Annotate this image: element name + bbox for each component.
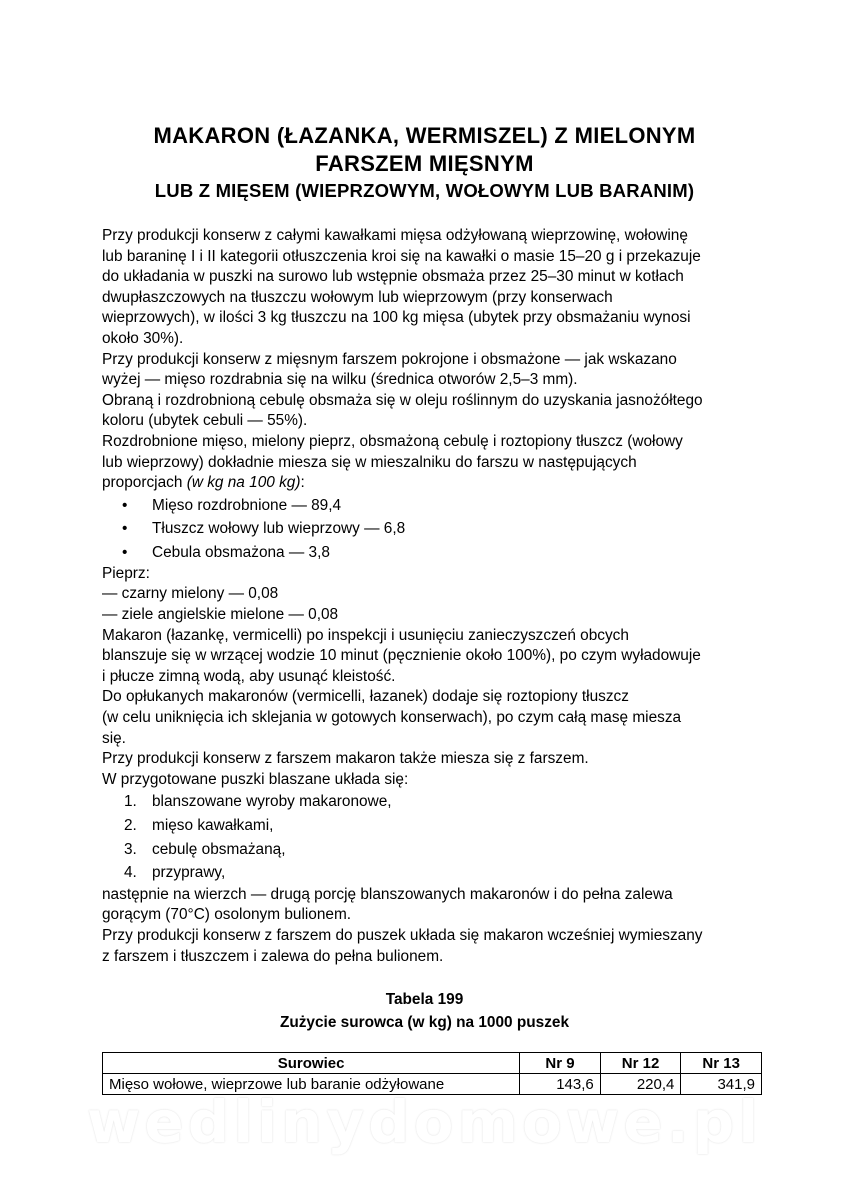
title-line-2: FARSZEM MIĘSNYM bbox=[315, 151, 534, 176]
list-item bbox=[102, 861, 762, 885]
proportions-list bbox=[102, 494, 762, 564]
list-number: 2. bbox=[124, 817, 137, 835]
list-item-text: Cebula obsmażona — 3,8 bbox=[152, 543, 330, 561]
table-cell: 220,4 bbox=[600, 1074, 681, 1095]
table-header-row bbox=[103, 1053, 762, 1074]
list-item-text: Mięso rozdrobnione — 89,4 bbox=[152, 496, 342, 514]
paragraph-stuffing-cans bbox=[102, 926, 762, 967]
bullet-icon: • bbox=[122, 496, 128, 514]
table-subcaption: Zużycie surowca (w kg) na 1000 puszek bbox=[279, 1014, 570, 1031]
list-item-text: blanszowane wyroby makaronowe, bbox=[152, 793, 392, 811]
text-line: lub baraninę I i II kategorii otłuszczenia kroi się na kawałki o masie 15–20 g i przekazuje bbox=[102, 247, 701, 265]
bullet-icon: • bbox=[122, 520, 128, 538]
text-line: (w celu uniknięcia ich sklejania w gotowych konserwach), po czym całą masę miesza bbox=[102, 709, 682, 727]
list-number: 1. bbox=[124, 793, 137, 811]
table-header-cell: Nr 9 bbox=[520, 1053, 601, 1074]
text-fragment: : bbox=[300, 474, 305, 492]
table-caption: Tabela 199 bbox=[385, 991, 464, 1008]
text-line: Do opłukanych makaronów (vermicelli, łazanek) dodaje się roztopiony tłuszcz bbox=[102, 688, 629, 706]
list-item-text: mięso kawałkami, bbox=[152, 817, 274, 835]
unit-note: (w kg na 100 kg) bbox=[186, 474, 301, 492]
text-line: Przy produkcji konserw z farszem do puszek układa się makaron wcześniej wymieszany bbox=[102, 926, 703, 944]
text-line: Przy produkcji konserw z mięsnym farszem pokrojone i obsmażone — jak wskazano bbox=[102, 350, 677, 368]
text-line bbox=[102, 473, 762, 494]
list-item bbox=[102, 814, 762, 838]
text-line: następnie na wierzch — drugą porcję blanszowanych makaronów i do pełna zalewa bbox=[102, 885, 673, 903]
text-line: Przy produkcji konserw z farszem makaron także miesza się z farszem. bbox=[102, 750, 589, 768]
list-item bbox=[102, 541, 762, 564]
table-header-cell: Nr 13 bbox=[681, 1053, 762, 1074]
watermark: wedlinydomowe.pl bbox=[86, 1088, 763, 1156]
paragraph-pepper bbox=[102, 564, 762, 626]
list-item bbox=[102, 838, 762, 862]
paragraph-meat-preparation bbox=[102, 226, 762, 350]
paragraph-pasta-blanching bbox=[102, 626, 762, 688]
paragraph-fat-addition bbox=[102, 687, 762, 749]
text-line: — ziele angielskie mielone — 0,08 bbox=[102, 606, 339, 624]
text-line: wieprzowych), w ilości 3 kg tłuszczu na 100 kg mięsa (ubytek przy obsmażaniu wynosi bbox=[102, 309, 691, 327]
list-number: 4. bbox=[124, 864, 137, 882]
text-line: W przygotowane puszki blaszane układa się: bbox=[102, 770, 409, 788]
text-line: gorącym (70°C) osolonym bulionem. bbox=[102, 906, 352, 924]
table-cell: 143,6 bbox=[520, 1074, 601, 1095]
table-header-cell: Nr 12 bbox=[600, 1053, 681, 1074]
paragraph-stuffing-mix bbox=[102, 432, 762, 494]
text-line: Przy produkcji konserw z całymi kawałkami mięsa odżyłowaną wieprzowinę, wołowinę bbox=[102, 227, 688, 244]
subtitle: LUB Z MIĘSEM (WIEPRZOWYM, WOŁOWYM LUB BARANIM) bbox=[154, 180, 695, 201]
list-number: 3. bbox=[124, 840, 137, 858]
filling-order-list bbox=[102, 790, 762, 884]
text-line: blanszuje się w wrzącej wodzie 10 minut (pęcznienie około 100%), po czym wyładowuje bbox=[102, 647, 701, 665]
text-line: i płucze zimną wodą, aby usunąć kleistość. bbox=[102, 667, 396, 685]
text-line: do układania w puszki na surowo lub wstępnie obsmaża przez 25–30 minut w kotłach bbox=[102, 268, 684, 286]
text-line: dwupłaszczowych na tłuszczu wołowym lub wieprzowym (przy konserwach bbox=[102, 288, 613, 306]
title-line-1: MAKARON (ŁAZANKA, WERMISZEL) Z MIELONYM bbox=[153, 123, 696, 148]
paragraph-onion bbox=[102, 391, 762, 432]
text-fragment: proporcjach bbox=[102, 474, 187, 492]
text-line: lub wieprzowy) dokładnie miesza się w mieszalniku do farszu w następujących bbox=[102, 453, 637, 471]
list-item-text: przyprawy, bbox=[152, 864, 226, 882]
text-line: się. bbox=[102, 729, 126, 747]
list-item-text: Tłuszcz wołowy lub wieprzowy — 6,8 bbox=[152, 520, 406, 538]
text-line: Rozdrobnione mięso, mielony pieprz, obsmażoną cebulę i roztopiony tłuszcz (wołowy bbox=[102, 432, 683, 450]
text-line: około 30%). bbox=[102, 329, 184, 347]
text-line: Pieprz: bbox=[102, 564, 150, 582]
paragraph-mincing bbox=[102, 350, 762, 391]
paragraph-can-filling bbox=[102, 770, 762, 791]
table-cell: 341,9 bbox=[681, 1074, 762, 1095]
list-item-text: cebulę obsmażaną, bbox=[152, 840, 286, 858]
text-line: koloru (ubytek cebuli — 55%). bbox=[102, 412, 308, 430]
recipe-body bbox=[102, 226, 762, 967]
table-header-cell: Surowiec bbox=[103, 1053, 520, 1074]
list-item bbox=[102, 494, 762, 517]
text-line: z farszem i tłuszczem i zalewa do pełna bulionem. bbox=[102, 947, 444, 965]
list-item bbox=[102, 517, 762, 540]
text-line: Obraną i rozdrobnioną cebulę obsmaża się w oleju roślinnym do uzyskania jasnożółtego bbox=[102, 391, 703, 409]
text-line: — czarny mielony — 0,08 bbox=[102, 585, 279, 603]
table-cell: Mięso wołowe, wieprzowe lub baranie odżyłowane bbox=[103, 1074, 520, 1095]
paragraph-stuffing-pasta bbox=[102, 749, 762, 770]
bullet-icon: • bbox=[122, 543, 128, 561]
list-item bbox=[102, 790, 762, 814]
paragraph-top-layer bbox=[102, 885, 762, 926]
text-line: Makaron (łazankę, vermicelli) po inspekcji i usunięciu zanieczyszczeń obcych bbox=[102, 626, 629, 644]
text-line: wyżej — mięso rozdrabnia się na wilku (średnica otworów 2,5–3 mm). bbox=[102, 371, 578, 389]
